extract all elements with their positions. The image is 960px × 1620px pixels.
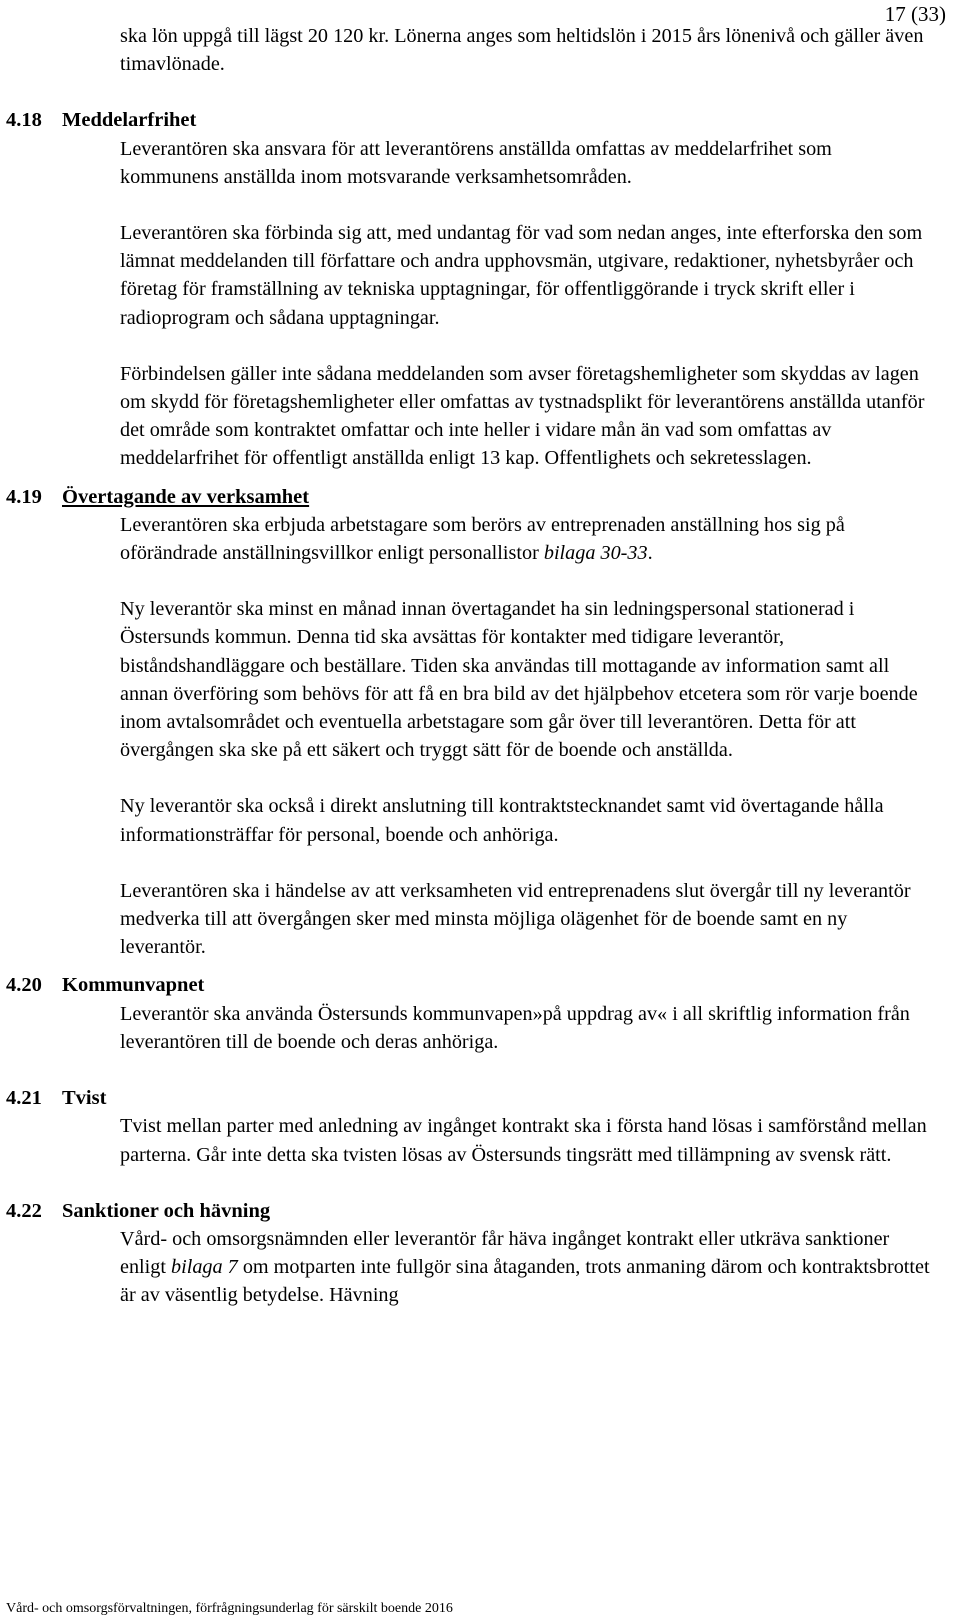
bilaga-reference: bilaga 30-33 xyxy=(543,542,648,565)
section-number: 4.22 xyxy=(6,1199,42,1222)
paragraph: Ny leverantör ska också i direkt anslutning till kontraktstecknandet samt vid övertagande hålla informationsträffar för personal, boende och anhöriga. xyxy=(120,795,884,846)
page-footer: Vård- och omsorgsförvaltningen, förfrågningsunderlag för särskilt boende 2016 xyxy=(6,1601,453,1616)
page-number: 17 (33) xyxy=(884,2,946,26)
section-4-18 xyxy=(0,106,960,472)
paragraph-text: om motparten inte fullgör sina åtaganden, trots anmaning därom och kontraktsbrottet är av väsentlig betydelse. Hävning xyxy=(120,1256,930,1307)
paragraph: Leverantören ska förbinda sig att, med undantag för vad som nedan anges, inte efterforska den som lämnat meddelanden till författare och andra upphovsmän, utgivare, redaktioner, nyhetsbyråer och företag för framställning av tekniska upptagningar, för offentliggörande i tryck skrift eller i radioprogram och sådana upptagningar. xyxy=(120,222,923,329)
paragraph xyxy=(120,511,930,567)
section-heading xyxy=(6,971,930,999)
paragraph: Ny leverantör ska minst en månad innan övertagandet ha sin ledningspersonal stationerad i Östersunds kommun. Denna tid ska avsättas för kontakter med tidigare leverantör, biståndshandläggare och beställare. Tiden ska användas till mottagande av information samt all annan överföring som behövs för att få en bra bild av det hjälpbehov etcetera som rör varje boende inom avtalsområdet och eventuella arbetstagare som går över till leverantören. Detta för att övergången ska ske på ett säkert och tryggt sätt för de boende och anställda. xyxy=(120,598,918,762)
section-4-19 xyxy=(0,483,960,962)
document-body xyxy=(0,22,960,1310)
paragraph: Leverantör ska använda Östersunds kommunvapen»på uppdrag av« i all skriftlig information från leverantören till de boende och deras anhöriga. xyxy=(120,1002,910,1053)
section-number: 4.20 xyxy=(6,974,42,997)
section-title: Sanktioner och hävning xyxy=(62,1199,271,1222)
section-4-20 xyxy=(0,971,960,1056)
paragraph: Leverantören ska i händelse av att verksamheten vid entreprenadens slut övergår till ny leverantör medverka till att övergången sker med minsta möjliga olägenhet för de boende samt en ny leverantör. xyxy=(120,879,911,959)
section-4-21 xyxy=(0,1084,960,1169)
section-title: Övertagande av verksamhet xyxy=(62,485,310,508)
section-number: 4.21 xyxy=(6,1087,42,1110)
paragraph: Tvist mellan parter med anledning av ingånget kontrakt ska i första hand lösas i samförstånd mellan parterna. Går inte detta ska tvisten lösas av Östersunds tingsrätt med tillämpning av svensk rätt. xyxy=(120,1115,927,1166)
paragraph-text: . xyxy=(647,542,653,565)
section-heading xyxy=(6,1084,930,1112)
section-heading xyxy=(6,483,930,511)
section-number: 4.19 xyxy=(6,485,42,508)
section-title: Kommunvapnet xyxy=(62,974,205,997)
section-heading xyxy=(6,1197,930,1225)
paragraph xyxy=(120,1225,930,1310)
intro-paragraph: ska lön uppgå till lägst 20 120 kr. Lönerna anges som heltidslön i 2015 års lönenivå och gäller även timavlönade. xyxy=(120,25,924,76)
paragraph-text: Leverantören ska erbjuda arbetstagare som berörs av entreprenaden anställning hos sig på oförändrade anställningsvillkor enligt personallistor xyxy=(120,513,845,565)
section-number: 4.18 xyxy=(6,109,42,132)
section-title: Meddelarfrihet xyxy=(62,109,197,132)
section-title: Tvist xyxy=(62,1087,107,1110)
section-heading xyxy=(6,106,930,134)
section-4-22 xyxy=(0,1197,960,1310)
bilaga-reference: bilaga 7 xyxy=(171,1256,238,1279)
paragraph: Förbindelsen gäller inte sådana meddelanden som avser företagshemligheter som skyddas av lagen om skydd för företagshemligheter eller omfattas av tystnadsplikt för leverantörens anställda utanför det område som kontraktet omfattar och inte heller i vidare mån än vad som omfattas av meddelarfrihet för offentligt anställda enligt 13 kap. Offentlighets och sekretesslagen. xyxy=(120,362,925,470)
paragraph-text: Vård- och omsorgsnämnden eller leverantör får häva ingånget kontrakt eller utkräva sanktioner enligt xyxy=(120,1227,890,1279)
paragraph: Leverantören ska ansvara för att leverantörens anställda omfattas av meddelarfrihet som kommunens anställda inom motsvarande verksamhetsområden. xyxy=(120,137,832,188)
